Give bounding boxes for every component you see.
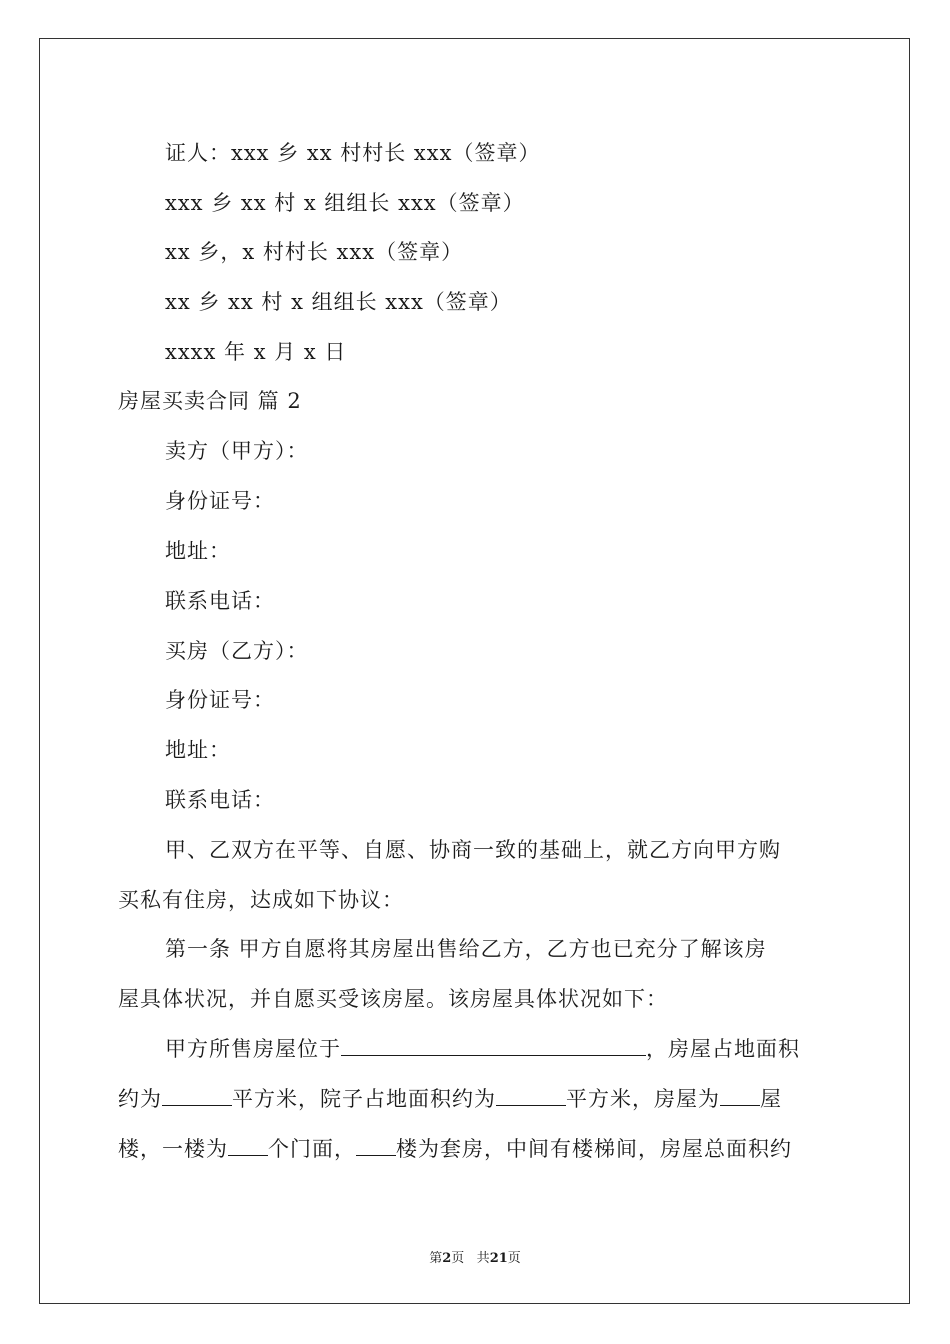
floors-blank	[720, 1085, 760, 1106]
seller-address-label: 地址：	[165, 539, 231, 563]
area-prefix: 约为	[118, 1087, 162, 1111]
area-line	[118, 1083, 782, 1113]
page-border	[39, 38, 910, 1304]
yard-area-label: 平方米，院子占地面积约为	[232, 1087, 496, 1111]
suite-floor-blank	[356, 1135, 396, 1156]
storefront-count-blank	[228, 1135, 268, 1156]
storefront-label: 楼，一楼为	[118, 1137, 228, 1161]
buyer-phone-label: 联系电话：	[165, 788, 275, 812]
location-blank	[341, 1035, 646, 1056]
buyer-address-label: 地址：	[165, 738, 231, 762]
page-prefix: 第	[429, 1251, 443, 1266]
storefront-suffix: 个门面，	[268, 1137, 356, 1161]
total-prefix: 共	[476, 1251, 490, 1266]
seller-phone-label: 联系电话：	[165, 589, 275, 613]
buyer-id-label: 身份证号：	[165, 688, 275, 712]
property-location-line	[165, 1033, 800, 1063]
page-suffix: 页	[451, 1251, 465, 1266]
page-number: 2	[442, 1251, 452, 1266]
floors-label: 平方米，房屋为	[566, 1087, 720, 1111]
storefront-line	[118, 1133, 792, 1163]
buyer-label: 买房（乙方）：	[165, 639, 309, 663]
paragraph-intro-line-2: 买私有住房，达成如下协议：	[118, 888, 404, 912]
land-area-label: ，房屋占地面积	[646, 1037, 800, 1061]
date-line: xxxx 年 x 月 x 日	[165, 340, 347, 364]
witness-line-3: xx 乡，x 村村长 xxx（签章）	[165, 240, 464, 264]
property-location-label: 甲方所售房屋位于	[165, 1037, 341, 1061]
section-title: 房屋买卖合同 篇 2	[118, 389, 302, 413]
total-pages: 21	[489, 1251, 508, 1266]
land-area-blank	[162, 1085, 232, 1106]
yard-area-blank	[496, 1085, 566, 1106]
article-1-line-2: 屋具体状况，并自愿买受该房屋。该房屋具体状况如下：	[118, 987, 668, 1011]
seller-id-label: 身份证号：	[165, 489, 275, 513]
suite-description: 楼为套房，中间有楼梯间，房屋总面积约	[396, 1137, 792, 1161]
seller-label: 卖方（甲方）：	[165, 439, 309, 463]
witness-line-1: 证人：xxx 乡 xx 村村长 xxx（签章）	[165, 141, 541, 165]
witness-line-4: xx 乡 xx 村 x 组组长 xxx（签章）	[165, 290, 512, 314]
floors-suffix: 屋	[760, 1087, 782, 1111]
witness-line-2: xxx 乡 xx 村 x 组组长 xxx（签章）	[165, 191, 525, 215]
total-suffix: 页	[507, 1251, 521, 1266]
paragraph-intro-line-1: 甲、乙双方在平等、自愿、协商一致的基础上，就乙方向甲方购	[165, 838, 781, 862]
article-1-line-1: 第一条 甲方自愿将其房屋出售给乙方，乙方也已充分了解该房	[165, 937, 767, 961]
page-footer	[0, 1247, 950, 1266]
